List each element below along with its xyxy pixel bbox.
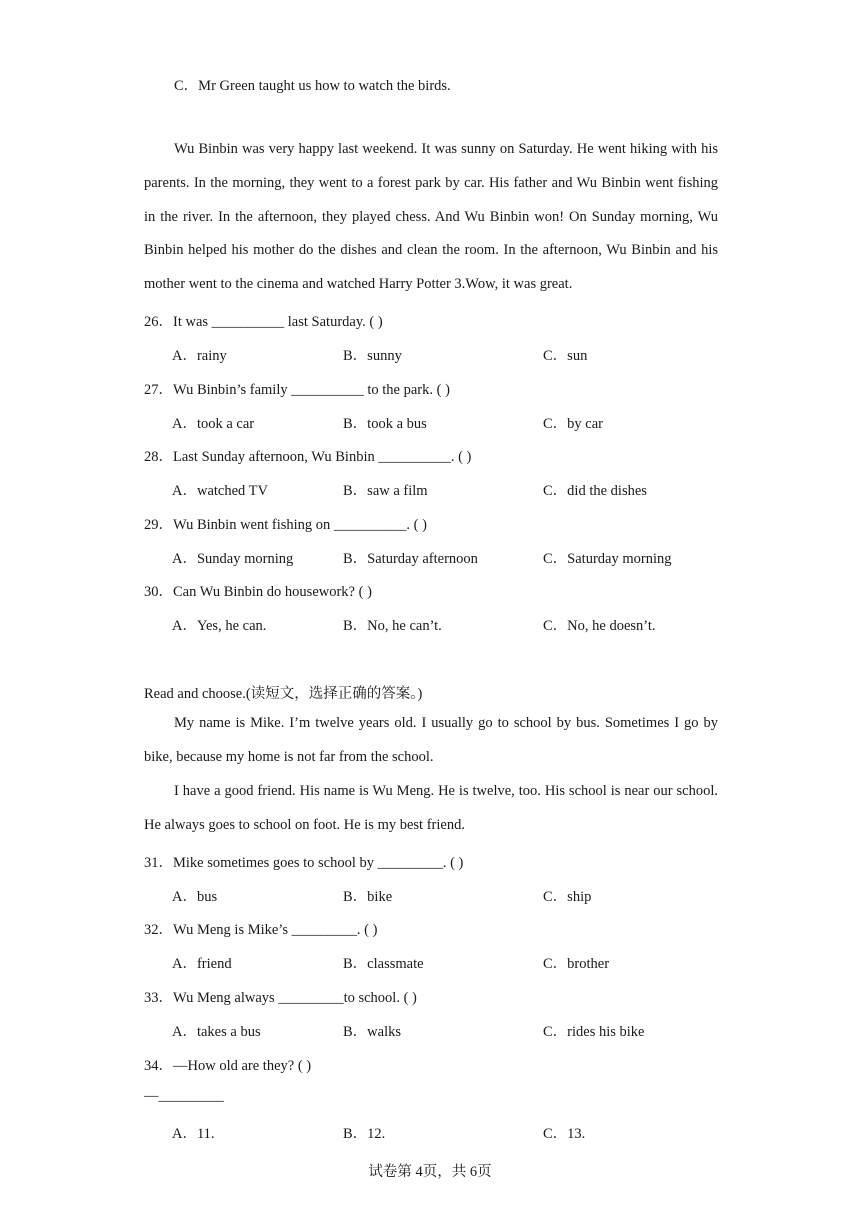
question-28: 28．Last Sunday afternoon, Wu Binbin __________. ( ) — [144, 449, 472, 465]
q26-option-a[interactable]: A．rainy — [172, 348, 227, 364]
reading-passage-2-p2 — [144, 775, 718, 843]
q32-option-c[interactable]: C．brother — [543, 956, 610, 972]
question-30: 30．Can Wu Binbin do housework? ( ) — [144, 584, 372, 600]
passage-2-p1-text: My name is Mike. I’m twelve years old. I usually go to school by bus. Sometimes I go by bike, because my home is not far from the school. — [144, 715, 718, 765]
q28-option-b[interactable]: B．saw a film — [343, 483, 428, 499]
q27-option-c[interactable]: C．by car — [543, 416, 603, 432]
q34-answer-blank: —_________ — [144, 1088, 224, 1104]
q31-option-c[interactable]: C．ship — [543, 889, 592, 905]
q32-option-a[interactable]: A．friend — [172, 956, 232, 972]
q30-option-b[interactable]: B．No, he can’t. — [343, 618, 442, 634]
q30-option-a[interactable]: A．Yes, he can. — [172, 618, 267, 634]
question-33: 33．Wu Meng always _________to school. ( ) — [144, 990, 417, 1006]
q31-option-b[interactable]: B．bike — [343, 889, 393, 905]
q32-option-b[interactable]: B．classmate — [343, 956, 424, 972]
q33-option-c[interactable]: C．rides his bike — [543, 1024, 645, 1040]
q27-option-a[interactable]: A．took a car — [172, 416, 255, 432]
question-26: 26．It was __________ last Saturday. ( ) — [144, 314, 383, 330]
q29-option-a[interactable]: A．Sunday morning — [172, 551, 294, 567]
q30-option-c[interactable]: C．No, he doesn’t. — [543, 618, 656, 634]
page-footer: 试卷第 4页，共 6页 — [368, 1164, 492, 1180]
reading-passage-1 — [144, 133, 718, 302]
q29-option-b[interactable]: B．Saturday afternoon — [343, 551, 478, 567]
q26-option-c[interactable]: C．sun — [543, 348, 588, 364]
q28-option-c[interactable]: C．did the dishes — [543, 483, 647, 499]
q26-option-b[interactable]: B．sunny — [343, 348, 402, 364]
passage-2-p2-text: I have a good friend. His name is Wu Meng. He is twelve, too. His school is near our school. He always goes to school on foot. He is my best friend. — [144, 783, 718, 833]
q28-option-a[interactable]: A．watched TV — [172, 483, 268, 499]
q29-option-c[interactable]: C．Saturday morning — [543, 551, 672, 567]
option-c-line: C．Mr Green taught us how to watch the birds. — [174, 78, 451, 94]
question-29: 29．Wu Binbin went fishing on __________. ( ) — [144, 517, 427, 533]
q34-option-b[interactable]: B．12. — [343, 1126, 386, 1142]
question-27: 27．Wu Binbin’s family __________ to the park. ( ) — [144, 382, 450, 398]
section-title: Read and choose.(读短文，选择正确的答案。) — [144, 686, 423, 702]
q34-option-a[interactable]: A．11. — [172, 1126, 215, 1142]
question-31: 31．Mike sometimes goes to school by _________. ( ) — [144, 855, 464, 871]
q34-option-c[interactable]: C．13. — [543, 1126, 586, 1142]
q27-option-b[interactable]: B．took a bus — [343, 416, 427, 432]
reading-passage-2-p1 — [144, 707, 718, 775]
question-32: 32．Wu Meng is Mike’s _________. ( ) — [144, 922, 378, 938]
q31-option-a[interactable]: A．bus — [172, 889, 218, 905]
q33-option-b[interactable]: B．walks — [343, 1024, 401, 1040]
passage-1-text: Wu Binbin was very happy last weekend. It was sunny on Saturday. He went hiking with his parents. In the morning, they went to a forest park by car. His father and Wu Binbin went fishing in the river. In the afternoon, they played chess. And Wu Binbin won! On Sunday morning, Wu Binbin helped his mother do the dishes and clean the room. In the afternoon, Wu Binbin and his mother went to the cinema and watched Harry Potter 3.Wow, it was great. — [144, 141, 718, 293]
q33-option-a[interactable]: A．takes a bus — [172, 1024, 261, 1040]
question-34: 34．—How old are they? ( ) — [144, 1058, 312, 1074]
